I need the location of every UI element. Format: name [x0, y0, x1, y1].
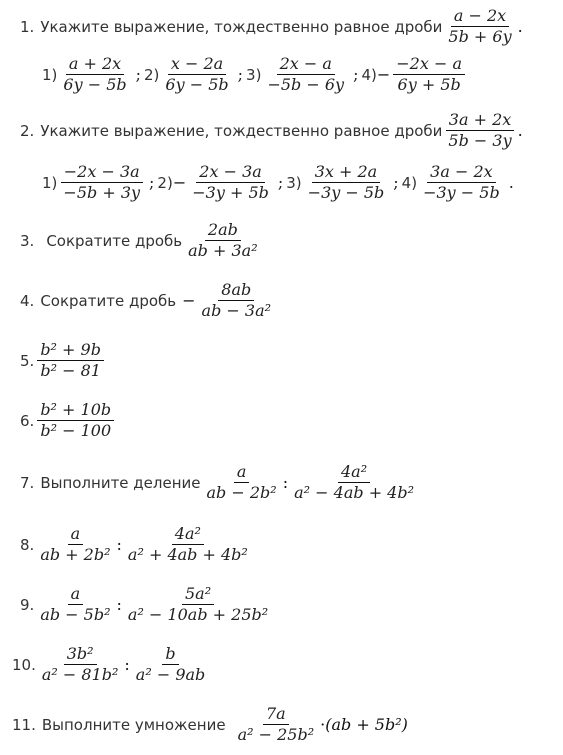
- denominator: 6y − 5b: [63, 75, 127, 94]
- numerator: 2x − 3a: [196, 162, 265, 183]
- numerator: a + 2x: [66, 54, 124, 75]
- numerator: 5a²: [182, 584, 214, 605]
- numerator: 3a − 2x: [427, 162, 496, 183]
- denominator: −3y − 5b: [423, 183, 500, 202]
- sign: −: [182, 291, 196, 310]
- fraction: [162, 54, 231, 95]
- separator: ;: [393, 173, 399, 192]
- denominator: ab − 5b²: [40, 605, 111, 624]
- fraction: [37, 400, 114, 441]
- problem-4: [20, 280, 277, 321]
- option-label: 4): [401, 173, 418, 192]
- problem-7: [20, 462, 420, 503]
- numerator: b² + 9b: [37, 340, 104, 361]
- problem-text: Укажите выражение, тождественно равное дроби: [40, 17, 443, 36]
- option-label: 2): [157, 173, 173, 192]
- operator: :: [116, 535, 122, 554]
- numerator: a: [68, 584, 84, 605]
- denominator: a² − 4ab + 4b²: [294, 483, 415, 502]
- operator: :: [116, 595, 122, 614]
- fraction: [60, 162, 143, 203]
- denominator: −5b + 3y: [63, 183, 141, 202]
- numerator: a: [234, 462, 250, 483]
- operator: :: [282, 473, 289, 492]
- numerator: b: [162, 644, 178, 665]
- fraction: [60, 54, 129, 95]
- problem-number: 1.: [20, 17, 35, 36]
- fraction: [445, 110, 514, 151]
- denominator: a² − 81b²: [41, 665, 119, 684]
- fraction: [291, 462, 417, 503]
- problem-number: 11.: [12, 715, 36, 734]
- option-sign: −: [376, 65, 391, 84]
- denominator: −5b − 6y: [267, 75, 345, 94]
- multiplier: (ab + 5b²): [325, 715, 408, 734]
- denominator: ab − 3a²: [201, 301, 272, 320]
- problem-9: [20, 584, 274, 625]
- fraction: [37, 524, 113, 565]
- fraction: [125, 524, 251, 565]
- problem-number: 8.: [20, 535, 35, 554]
- problem-text: Сократите дробь: [40, 291, 177, 310]
- separator: ;: [149, 173, 155, 192]
- numerator: −2x − 3a: [61, 162, 143, 183]
- fraction: [235, 704, 318, 745]
- fraction: [39, 644, 122, 685]
- problem-8: [20, 524, 254, 565]
- numerator: 3x + 2a: [312, 162, 381, 183]
- option-label: 3): [246, 65, 262, 84]
- numerator: 4a²: [338, 462, 370, 483]
- numerator: 2x − a: [277, 54, 335, 75]
- separator: ;: [237, 65, 244, 84]
- numerator: 3b²: [64, 644, 97, 665]
- fraction: [445, 6, 514, 47]
- denominator: −3y − 5b: [307, 183, 385, 202]
- numerator: b² + 10b: [37, 400, 114, 421]
- option-label: 1): [42, 173, 58, 192]
- denominator: a² − 9ab: [135, 665, 206, 684]
- denominator: 6y + 5b: [397, 75, 461, 94]
- denominator: −3y + 5b: [192, 183, 269, 202]
- problem-number: 5.: [20, 351, 35, 370]
- end-mark: .: [517, 121, 523, 140]
- separator: .: [508, 173, 514, 192]
- denominator: b² − 100: [40, 421, 112, 440]
- fraction: [204, 462, 280, 503]
- separator: ;: [353, 65, 359, 84]
- problem-5: [20, 340, 107, 381]
- numerator: 8ab: [218, 280, 254, 301]
- option-sign: −: [172, 173, 187, 192]
- problem-6: [20, 400, 117, 441]
- option-label: 2): [144, 65, 160, 84]
- denominator: a² − 10ab + 25b²: [127, 605, 269, 624]
- problem-number: 9.: [20, 595, 35, 614]
- denominator: 5b + 6y: [448, 27, 512, 46]
- fraction: [125, 584, 271, 625]
- problem-text: Выполните умножение: [41, 715, 226, 734]
- problem-2-options: [42, 162, 517, 203]
- denominator: 6y − 5b: [165, 75, 229, 94]
- numerator: 7a: [263, 704, 289, 725]
- fraction: [420, 162, 503, 203]
- fraction: [199, 280, 275, 321]
- option-label: 4): [361, 65, 377, 84]
- numerator: 4a²: [172, 524, 204, 545]
- fraction: [189, 162, 272, 203]
- numerator: a − 2x: [451, 6, 509, 27]
- operator: :: [124, 655, 130, 674]
- end-mark: .: [517, 17, 523, 36]
- problem-text: Выполните деление: [40, 473, 201, 492]
- denominator: ab − 2b²: [206, 483, 277, 502]
- option-label: 3): [286, 173, 302, 192]
- numerator: 3a + 2x: [446, 110, 515, 131]
- denominator: a² − 25b²: [237, 725, 315, 744]
- problem-number: 3.: [20, 231, 35, 250]
- fraction: [264, 54, 347, 95]
- fraction: [185, 220, 261, 261]
- problem-text: Сократите дробь: [46, 231, 183, 250]
- numerator: a: [68, 524, 84, 545]
- separator: ;: [135, 65, 142, 84]
- fraction: [393, 54, 465, 95]
- problem-10: [12, 644, 211, 685]
- operator: ·: [320, 715, 326, 734]
- numerator: x − 2a: [168, 54, 226, 75]
- problem-number: 7.: [20, 473, 35, 492]
- fraction: [133, 644, 209, 685]
- denominator: 5b − 3y: [448, 131, 512, 150]
- problem-number: 10.: [12, 655, 36, 674]
- problem-number: 4.: [20, 291, 35, 310]
- option-label: 1): [42, 65, 58, 84]
- fraction: [305, 162, 388, 203]
- problem-text: Укажите выражение, тождественно равное дроби: [40, 121, 443, 140]
- denominator: ab + 2b²: [40, 545, 111, 564]
- denominator: ab + 3a²: [188, 241, 258, 260]
- numerator: 2ab: [205, 220, 241, 241]
- problem-11: [12, 704, 408, 745]
- problem-1-options: [42, 54, 468, 95]
- numerator: −2x − a: [393, 54, 465, 75]
- denominator: b² − 81: [40, 361, 101, 380]
- problem-1: [20, 6, 523, 47]
- problem-3: [20, 220, 264, 261]
- problem-number: 6.: [20, 411, 35, 430]
- fraction: [37, 584, 113, 625]
- fraction: [37, 340, 104, 381]
- problem-2: [20, 110, 523, 151]
- denominator: a² + 4ab + 4b²: [127, 545, 248, 564]
- problem-number: 2.: [20, 121, 35, 140]
- separator: ;: [277, 173, 284, 192]
